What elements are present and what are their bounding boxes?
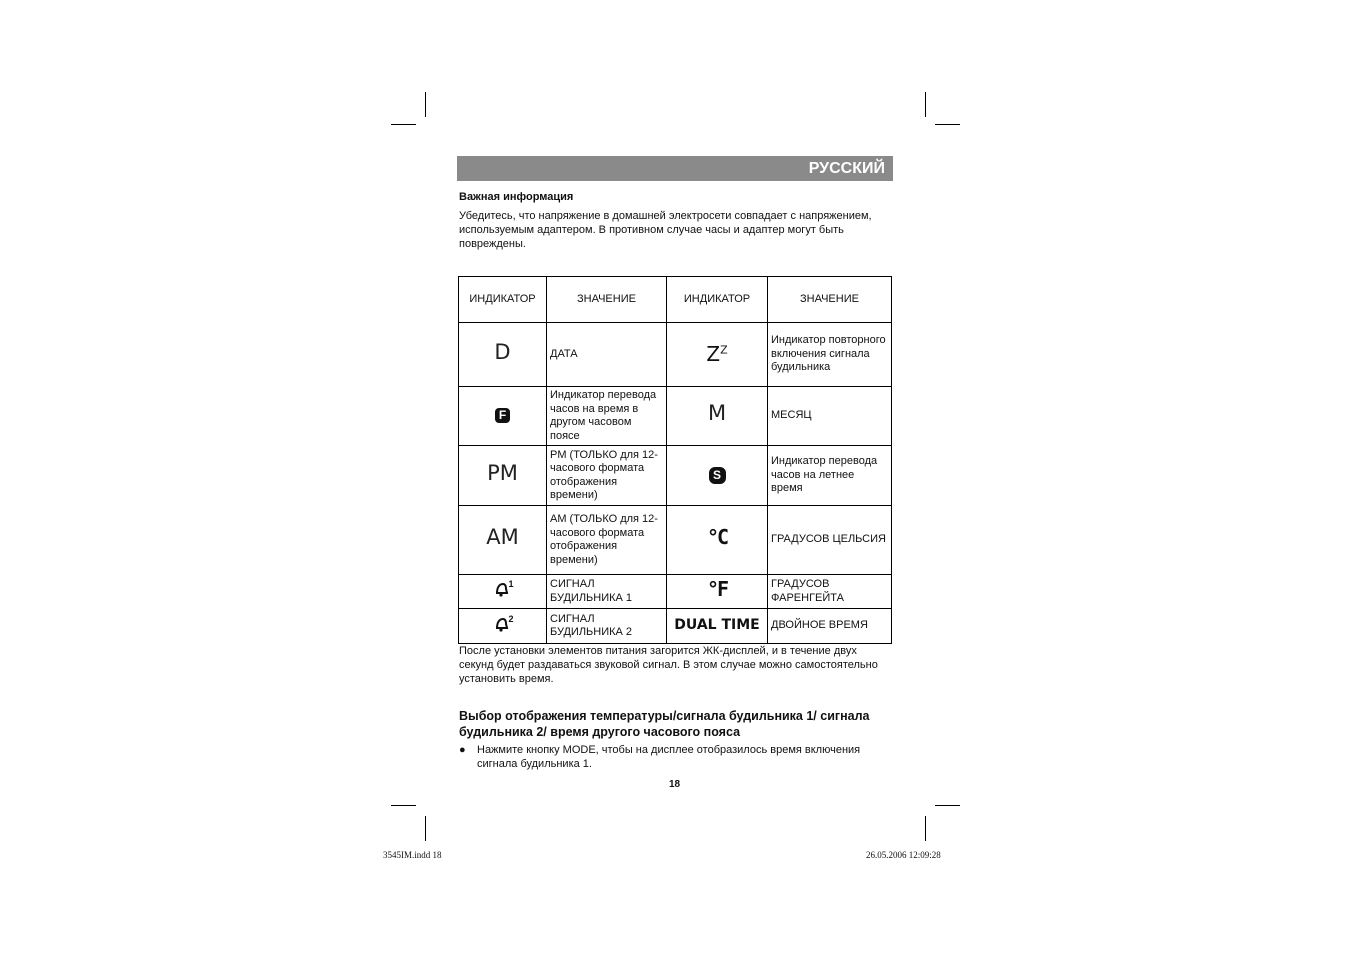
slug-file: 3545IM.indd 18 <box>383 850 442 860</box>
am-indicator-icon: AM <box>486 525 519 550</box>
crop-mark <box>935 124 960 125</box>
table-row <box>459 323 892 387</box>
bullet-dot-icon: ● <box>459 744 466 756</box>
meaning-cell: PM (ТОЛЬКО для 12-часового формата отображения времени) <box>547 446 667 506</box>
indicator-table <box>458 276 892 644</box>
summer-time-icon: S <box>709 467 726 484</box>
table-row <box>459 387 892 446</box>
table-row <box>459 609 892 644</box>
crop-mark <box>925 816 926 841</box>
crop-mark <box>425 816 426 841</box>
section-heading: Выбор отображения температуры/сигнала будильника 1/ сигнала будильника 2/ время другого часового пояса <box>459 709 870 739</box>
header-cell: ИНДИКАТОР <box>667 277 768 323</box>
month-indicator-icon: M <box>707 401 727 426</box>
meaning-cell: СИГНАЛ БУДИЛЬНИКА 2 <box>547 609 667 644</box>
table-header-row <box>459 277 892 323</box>
table-row <box>459 575 892 609</box>
header-cell: ИНДИКАТОР <box>459 277 547 323</box>
bullet-item <box>459 743 889 771</box>
alarm-bell-1-icon: 1 <box>494 580 512 598</box>
snooze-indicator-icon: $Z^Z$ <box>706 342 728 367</box>
crop-mark <box>425 92 426 117</box>
table-row <box>459 506 892 575</box>
meaning-cell: Индикатор перевода часов на летнее время <box>768 446 892 506</box>
header-cell: ЗНАЧЕНИЕ <box>768 277 892 323</box>
celsius-icon: °C <box>706 525 728 550</box>
meaning-cell: ГРАДУСОВ ЦЕЛЬСИЯ <box>768 506 892 575</box>
crop-mark <box>925 92 926 117</box>
meaning-cell: ДАТА <box>547 323 667 387</box>
crop-mark <box>391 805 416 806</box>
meaning-cell: ГРАДУСОВ ФАРЕНГЕЙТА <box>768 575 892 609</box>
crop-mark <box>935 805 960 806</box>
meaning-cell: Индикатор повторного включения сигнала будильника <box>768 323 892 387</box>
meaning-cell: ДВОЙНОЕ ВРЕМЯ <box>768 609 892 644</box>
important-text: Убедитесь, что напряжение в домашней электросети совпадает с напряжением, используемым адаптером. В противном случае часы и адаптер могут быть повреждены. <box>459 210 872 250</box>
alarm-bell-2-icon: 2 <box>494 615 512 633</box>
after-table-text: После установки элементов питания загорится ЖК-дисплей, и в течение двух секунд будет раздаваться звуковой сигнал. В этом случае можно самостоятельно установить время. <box>459 645 878 685</box>
crop-mark <box>391 124 416 125</box>
dual-time-icon: DUAL TIME <box>674 616 760 633</box>
page-number: 18 <box>669 779 681 790</box>
dual-time-zone-icon: F <box>495 408 510 423</box>
slug-date: 26.05.2006 12:09:28 <box>866 850 941 860</box>
meaning-cell: AM (ТОЛЬКО для 12-часового формата отображения времени) <box>547 506 667 575</box>
meaning-cell: Индикатор перевода часов на время в другом часовом поясе <box>547 387 667 446</box>
bullet-text: Нажмите кнопку MODE, чтобы на дисплее отобразилось время включения сигнала будильника 1. <box>477 744 861 770</box>
header-cell: ЗНАЧЕНИЕ <box>547 277 667 323</box>
date-indicator-icon: D <box>494 339 511 364</box>
meaning-cell: МЕСЯЦ <box>768 387 892 446</box>
pm-indicator-icon: PM <box>487 460 518 485</box>
table-row <box>459 446 892 506</box>
important-heading: Важная информация <box>459 191 574 203</box>
meaning-cell: СИГНАЛ БУДИЛЬНИКА 1 <box>547 575 667 609</box>
language-header: РУССКИЙ <box>457 156 893 181</box>
fahrenheit-icon: °F <box>706 576 728 601</box>
